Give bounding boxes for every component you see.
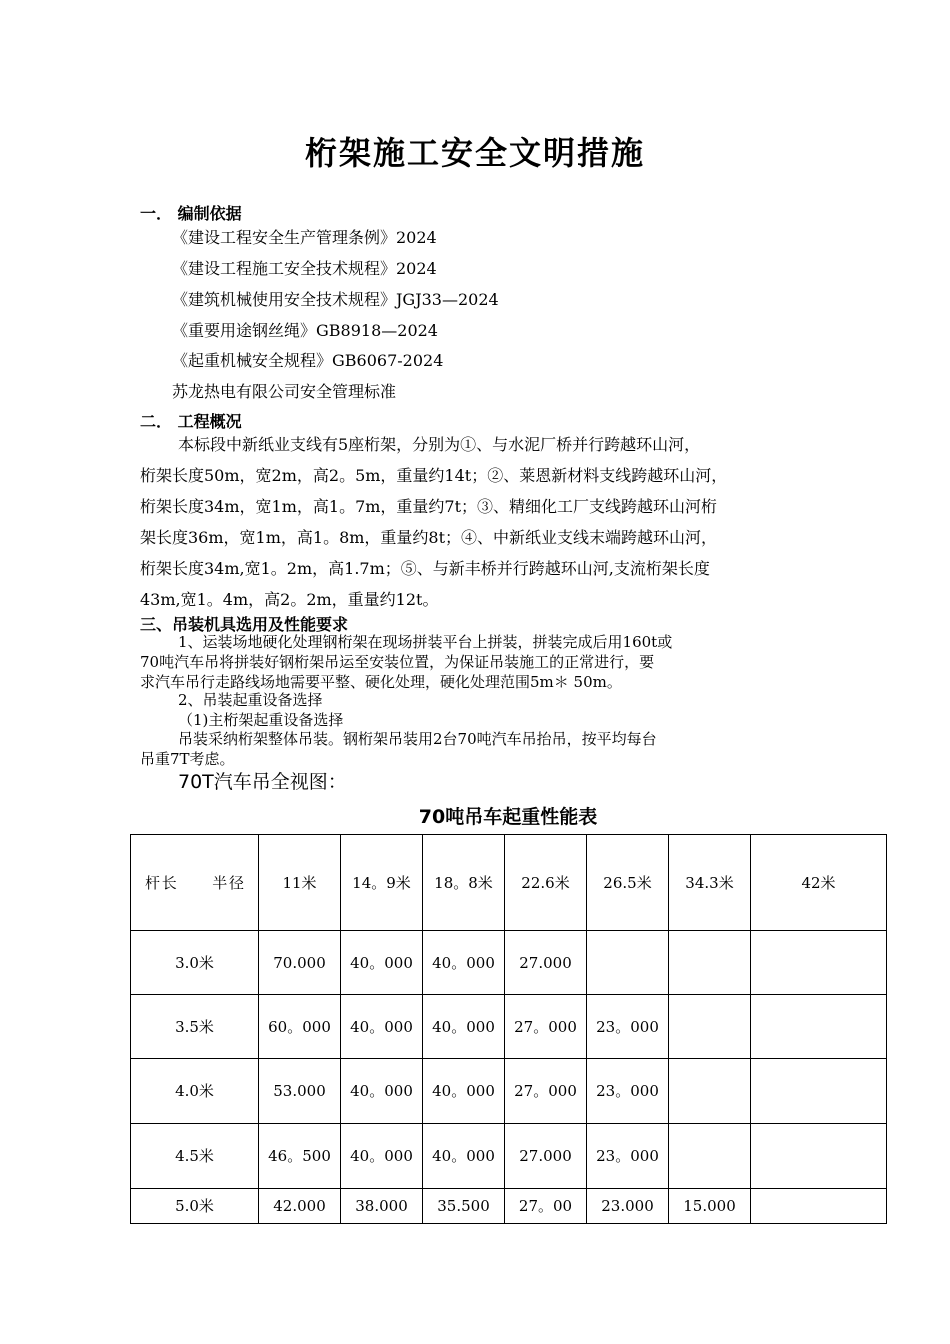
section-heading-lifting: 三、吊装机具选用及性能要求	[140, 615, 349, 634]
table-cell: 38.000	[341, 1189, 423, 1224]
basis-item: 《起重机械安全规程》GB6067-2024	[172, 351, 444, 370]
table-cell: 40。000	[341, 1059, 423, 1124]
basis-item: 《重要用途钢丝绳》GB8918—2024	[172, 321, 438, 340]
table-cell: 40。000	[341, 995, 423, 1059]
table-cell: 60。000	[259, 995, 341, 1059]
table-cell	[669, 1059, 751, 1124]
overview-line: 43m,宽1。4m，高2。2m，重量约12t。	[140, 590, 439, 609]
table-row	[131, 1059, 887, 1124]
lifting-line: 求汽车吊行走路线场地需要平整、硬化处理，硬化处理范围5m＊ 50m。	[140, 673, 622, 691]
table-cell	[751, 1189, 887, 1224]
table-row	[131, 1189, 887, 1224]
table-row	[131, 1124, 887, 1189]
table-cell: 40。000	[423, 931, 505, 995]
table-cell: 35.500	[423, 1189, 505, 1224]
header-cell: 11米	[259, 835, 341, 931]
basis-item: 苏龙热电有限公司安全管理标准	[172, 382, 397, 401]
table-cell: 27.000	[505, 931, 587, 995]
table-caption: 70吨吊车起重性能表	[418, 806, 598, 828]
overview-line: 本标段中新纸业支线有5座桁架，分别为①、与水泥厂桥并行跨越环山河，	[178, 435, 701, 454]
lifting-line: 吊重7T考虑。	[140, 750, 235, 768]
table-cell: 27。000	[505, 995, 587, 1059]
header-cell: 杆长 半径	[131, 835, 259, 931]
header-cell: 22.6米	[505, 835, 587, 931]
basis-item: 《建设工程施工安全技术规程》2024	[172, 259, 437, 278]
table-cell	[587, 931, 669, 995]
page-title: 桁架施工安全文明措施	[304, 134, 645, 172]
table-cell: 40。000	[341, 1124, 423, 1189]
lifting-line: 2、吊装起重设备选择	[178, 691, 323, 709]
table-cell: 70.000	[259, 931, 341, 995]
lifting-line: 吊装采纳桁架整体吊装。钢桁架吊装用2台70吨汽车吊抬吊，按平均每台	[178, 730, 657, 748]
table-cell	[669, 1124, 751, 1189]
table-cell: 5.0米	[131, 1189, 259, 1224]
lifting-line: 1、运装场地硬化处理钢桁架在现场拼装平台上拼装，拼装完成后用160t或	[178, 633, 673, 651]
table-cell: 27。000	[505, 1059, 587, 1124]
table-header-row	[131, 835, 887, 931]
overview-line: 架长度36m，宽1m，高1。8m，重量约8t；④、中新纸业支线末端跨越环山河，	[140, 528, 718, 547]
section-heading-overview: 二． 工程概况	[140, 412, 242, 431]
table-cell: 53.000	[259, 1059, 341, 1124]
table-cell: 40。000	[423, 1059, 505, 1124]
table-cell: 27。00	[505, 1189, 587, 1224]
figure-label: 70T汽车吊全视图：	[178, 771, 347, 793]
table-row	[131, 995, 887, 1059]
table-cell: 42.000	[259, 1189, 341, 1224]
table-row	[131, 931, 887, 995]
overview-line: 桁架长度34m，宽1m，高1。7m，重量约7t；③、精细化工厂支线跨越环山河桁	[140, 497, 718, 516]
table-cell: 46。500	[259, 1124, 341, 1189]
table-cell: 23。000	[587, 1059, 669, 1124]
table-cell: 23。000	[587, 995, 669, 1059]
basis-item: 《建设工程安全生产管理条例》2024	[172, 228, 437, 247]
table-cell	[751, 931, 887, 995]
table-cell: 23。000	[587, 1124, 669, 1189]
header-cell: 42米	[751, 835, 887, 931]
table-cell	[751, 1059, 887, 1124]
section-heading-basis: 一． 编制依据	[140, 204, 242, 223]
header-cell: 26.5米	[587, 835, 669, 931]
header-cell: 14。9米	[341, 835, 423, 931]
table-cell: 40。000	[423, 1124, 505, 1189]
table-cell: 4.0米	[131, 1059, 259, 1124]
table-cell: 40。000	[341, 931, 423, 995]
table-cell: 4.5米	[131, 1124, 259, 1189]
table-cell	[669, 931, 751, 995]
lifting-line: 70吨汽车吊将拼装好钢桁架吊运至安装位置，为保证吊装施工的正常进行，要	[140, 653, 655, 671]
table-cell: 27.000	[505, 1124, 587, 1189]
table-cell	[751, 1124, 887, 1189]
table-cell: 23.000	[587, 1189, 669, 1224]
header-cell: 34.3米	[669, 835, 751, 931]
overview-line: 桁架长度50m，宽2m，高2。5m，重量约14t；②、莱恩新材料支线跨越环山河，	[140, 466, 728, 485]
table-cell: 15.000	[669, 1189, 751, 1224]
table-cell	[751, 995, 887, 1059]
table-cell	[669, 995, 751, 1059]
table-cell: 3.0米	[131, 931, 259, 995]
lifting-performance-table	[130, 834, 887, 1224]
lifting-line: （1)主桁架起重设备选择	[178, 711, 344, 729]
table-cell: 40。000	[423, 995, 505, 1059]
table-cell: 3.5米	[131, 995, 259, 1059]
header-cell: 18。8米	[423, 835, 505, 931]
basis-item: 《建筑机械使用安全技术规程》JGJ33—2024	[172, 290, 499, 309]
overview-line: 桁架长度34m,宽1。2m，高1.7m；⑤、与新丰桥并行跨越环山河,支流桁架长度	[140, 559, 710, 578]
